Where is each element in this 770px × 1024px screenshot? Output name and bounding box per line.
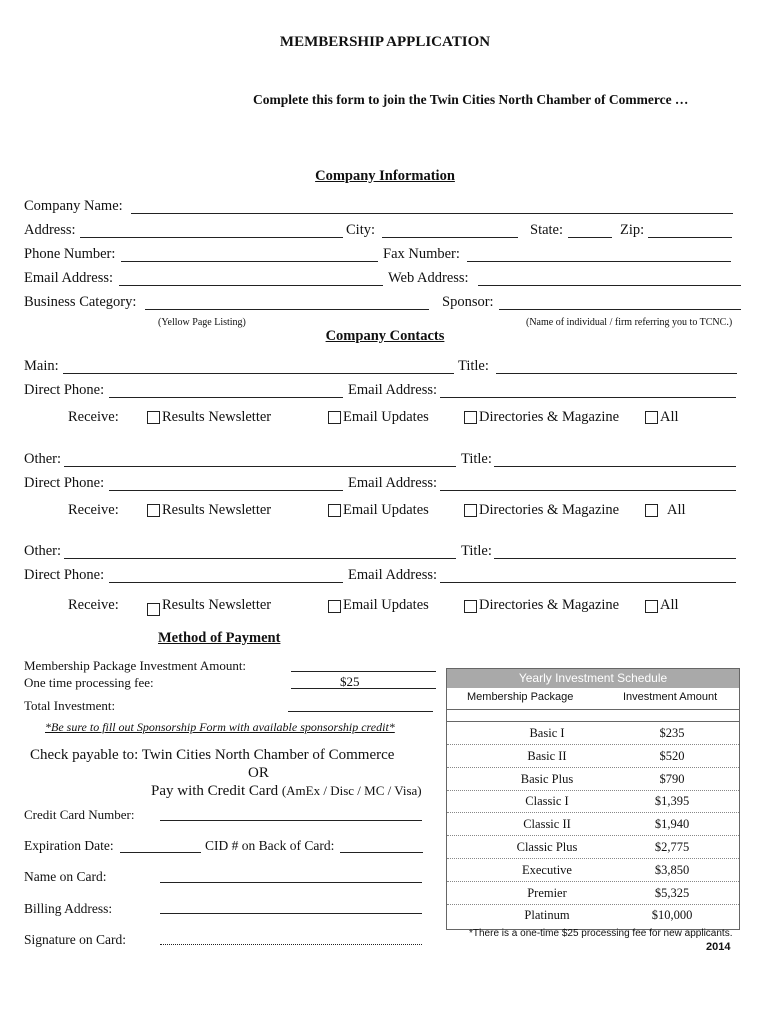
newsletter-checkbox[interactable] xyxy=(147,411,160,424)
name-on-card-field[interactable] xyxy=(160,882,422,883)
package-amount-label: Membership Package Investment Amount: xyxy=(24,658,247,673)
schedule-row-divider xyxy=(447,904,739,905)
receive-label: Receive: xyxy=(68,502,119,518)
sponsor-note: (Name of individual / firm referring you to TCNC.) xyxy=(526,317,733,328)
package-amount-field[interactable] xyxy=(291,671,436,672)
zip-label: Zip: xyxy=(620,222,645,238)
email-updates-checkbox[interactable] xyxy=(328,600,341,613)
or-text: OR xyxy=(248,765,269,781)
schedule-amount-cell: $1,395 xyxy=(654,794,690,809)
directories-label: Directories & Magazine xyxy=(479,409,620,425)
main-contact-label: Main: xyxy=(24,358,59,374)
schedule-row-divider xyxy=(447,812,739,813)
other-title-label: Title: xyxy=(461,543,492,559)
schedule-package-cell: Basic I xyxy=(529,726,565,740)
phone-field[interactable] xyxy=(121,261,378,262)
zip-field[interactable] xyxy=(648,237,732,238)
other-title-field[interactable] xyxy=(494,466,736,467)
other-contact-label: Other: xyxy=(24,543,62,559)
newsletter-label: Results Newsletter xyxy=(162,409,272,425)
schedule-amount-cell: $10,000 xyxy=(651,908,693,923)
contact-email-label: Email Address: xyxy=(348,382,438,398)
company-contacts-heading: Company Contacts xyxy=(325,328,445,344)
other-contact-label: Other: xyxy=(24,451,62,467)
all-checkbox[interactable] xyxy=(645,411,658,424)
address-field[interactable] xyxy=(80,237,343,238)
cc-number-field[interactable] xyxy=(160,820,422,821)
directories-label: Directories & Magazine xyxy=(479,597,620,613)
investment-schedule-table xyxy=(446,668,740,930)
processing-fee-field xyxy=(291,688,436,689)
schedule-package-cell: Classic I xyxy=(525,794,569,809)
schedule-package-cell: Classic Plus xyxy=(516,840,578,854)
schedule-row-divider xyxy=(447,790,739,791)
email-updates-label: Email Updates xyxy=(343,502,429,518)
page-title: MEMBERSHIP APPLICATION xyxy=(279,34,491,50)
direct-phone-field[interactable] xyxy=(109,582,343,583)
schedule-package-cell: Basic Plus xyxy=(520,771,574,786)
schedule-amount-cell: $235 xyxy=(659,726,685,740)
schedule-amount-cell: $790 xyxy=(659,771,685,786)
fax-label: Fax Number: xyxy=(383,246,460,262)
schedule-row-divider xyxy=(447,835,739,836)
main-title-field[interactable] xyxy=(496,373,737,374)
direct-phone-label: Direct Phone: xyxy=(24,475,105,491)
signature-field[interactable] xyxy=(160,944,422,945)
receive-label: Receive: xyxy=(68,597,119,613)
direct-phone-field[interactable] xyxy=(109,490,343,491)
schedule-footnote: *There is a one-time $25 processing fee for new applicants. xyxy=(469,928,733,939)
email-updates-label: Email Updates xyxy=(343,409,429,425)
all-label: All xyxy=(660,409,679,425)
email-updates-checkbox[interactable] xyxy=(328,504,341,517)
other-title-label: Title: xyxy=(461,451,492,467)
schedule-row-divider xyxy=(447,744,739,745)
page-subtitle: Complete this form to join the Twin Cities North Chamber of Commerce … xyxy=(253,92,689,107)
schedule-amount-cell: $520 xyxy=(659,748,685,763)
schedule-package-cell: Premier xyxy=(527,885,567,900)
email-updates-label: Email Updates xyxy=(343,597,429,613)
newsletter-checkbox[interactable] xyxy=(147,603,160,616)
schedule-amount-cell: $1,940 xyxy=(654,817,690,832)
cid-field[interactable] xyxy=(340,852,423,853)
check-payable-text: Check payable to: Twin Cities North Chamber of Commerce xyxy=(30,747,395,763)
schedule-row-divider xyxy=(447,858,739,859)
company-name-field[interactable] xyxy=(131,213,733,214)
direct-phone-label: Direct Phone: xyxy=(24,382,105,398)
table-divider xyxy=(447,709,739,710)
address-label: Address: xyxy=(24,222,76,238)
direct-phone-label: Direct Phone: xyxy=(24,567,105,583)
city-label: City: xyxy=(346,222,376,238)
yellow-page-note: (Yellow Page Listing) xyxy=(158,317,246,328)
expiration-field[interactable] xyxy=(120,852,201,853)
name-on-card-label: Name on Card: xyxy=(24,869,107,884)
schedule-package-cell: Executive xyxy=(522,862,572,877)
city-field[interactable] xyxy=(382,237,518,238)
billing-address-field[interactable] xyxy=(160,913,422,914)
contact-email-field[interactable] xyxy=(440,490,736,491)
payment-heading: Method of Payment xyxy=(158,630,281,646)
billing-address-label: Billing Address: xyxy=(24,901,113,916)
business-category-field[interactable] xyxy=(145,309,429,310)
email-field[interactable] xyxy=(119,285,383,286)
business-category-label: Business Category: xyxy=(24,294,137,310)
directories-checkbox[interactable] xyxy=(464,600,477,613)
web-label: Web Address: xyxy=(388,270,469,286)
company-info-heading: Company Information xyxy=(315,168,455,184)
schedule-package-cell: Basic II xyxy=(527,748,567,763)
other-contact-field[interactable] xyxy=(64,558,456,559)
main-title-label: Title: xyxy=(458,358,489,374)
email-updates-checkbox[interactable] xyxy=(328,411,341,424)
email-label: Email Address: xyxy=(24,270,114,286)
sponsor-field[interactable] xyxy=(499,309,741,310)
processing-fee-label: One time processing fee: xyxy=(24,675,154,690)
cid-label: CID # on Back of Card: xyxy=(205,838,335,853)
all-checkbox[interactable] xyxy=(645,600,658,613)
sponsorship-note: *Be sure to fill out Sponsorship Form with available sponsorship credit* xyxy=(45,720,395,734)
expiration-label: Expiration Date: xyxy=(24,838,114,853)
fax-field[interactable] xyxy=(467,261,731,262)
newsletter-label: Results Newsletter xyxy=(162,597,272,613)
receive-label: Receive: xyxy=(68,409,119,425)
phone-label: Phone Number: xyxy=(24,246,116,262)
state-field[interactable] xyxy=(568,237,612,238)
cc-number-label: Credit Card Number: xyxy=(24,807,135,822)
schedule-package-cell: Platinum xyxy=(524,908,570,923)
direct-phone-field[interactable] xyxy=(109,397,343,398)
contact-email-label: Email Address: xyxy=(348,567,438,583)
contact-email-field[interactable] xyxy=(440,397,736,398)
all-checkbox[interactable] xyxy=(645,504,658,517)
table-divider xyxy=(447,721,739,722)
schedule-row-divider xyxy=(447,767,739,768)
all-label: All xyxy=(660,597,679,613)
col-amount-header: Investment Amount xyxy=(623,691,718,703)
contact-email-label: Email Address: xyxy=(348,475,438,491)
schedule-package-cell: Classic II xyxy=(523,817,571,832)
schedule-row-divider xyxy=(447,881,739,882)
state-label: State: xyxy=(530,222,564,238)
signature-label: Signature on Card: xyxy=(24,932,126,947)
schedule-amount-cell: $3,850 xyxy=(654,862,690,877)
schedule-amount-cell: $2,775 xyxy=(654,840,690,854)
main-contact-field[interactable] xyxy=(63,373,454,374)
company-name-label: Company Name: xyxy=(24,198,123,214)
other-contact-field[interactable] xyxy=(64,466,456,467)
schedule-year: 2014 xyxy=(706,941,731,953)
web-field[interactable] xyxy=(478,285,741,286)
schedule-title: Yearly Investment Schedule xyxy=(447,669,739,688)
directories-checkbox[interactable] xyxy=(464,504,477,517)
total-investment-label: Total Investment: xyxy=(24,698,116,713)
schedule-amount-cell: $5,325 xyxy=(654,885,690,900)
pay-credit-card-text: Pay with Credit Card (AmEx / Disc / MC / Visa) xyxy=(151,783,422,799)
col-package-header: Membership Package xyxy=(467,691,574,703)
processing-fee-value: $25 xyxy=(340,674,360,689)
total-investment-field[interactable] xyxy=(288,711,433,712)
all-label: All xyxy=(667,502,686,518)
newsletter-label: Results Newsletter xyxy=(162,502,272,518)
other-title-field[interactable] xyxy=(494,558,736,559)
directories-label: Directories & Magazine xyxy=(479,502,620,518)
directories-checkbox[interactable] xyxy=(464,411,477,424)
newsletter-checkbox[interactable] xyxy=(147,504,160,517)
sponsor-label: Sponsor: xyxy=(442,294,494,310)
contact-email-field[interactable] xyxy=(440,582,736,583)
